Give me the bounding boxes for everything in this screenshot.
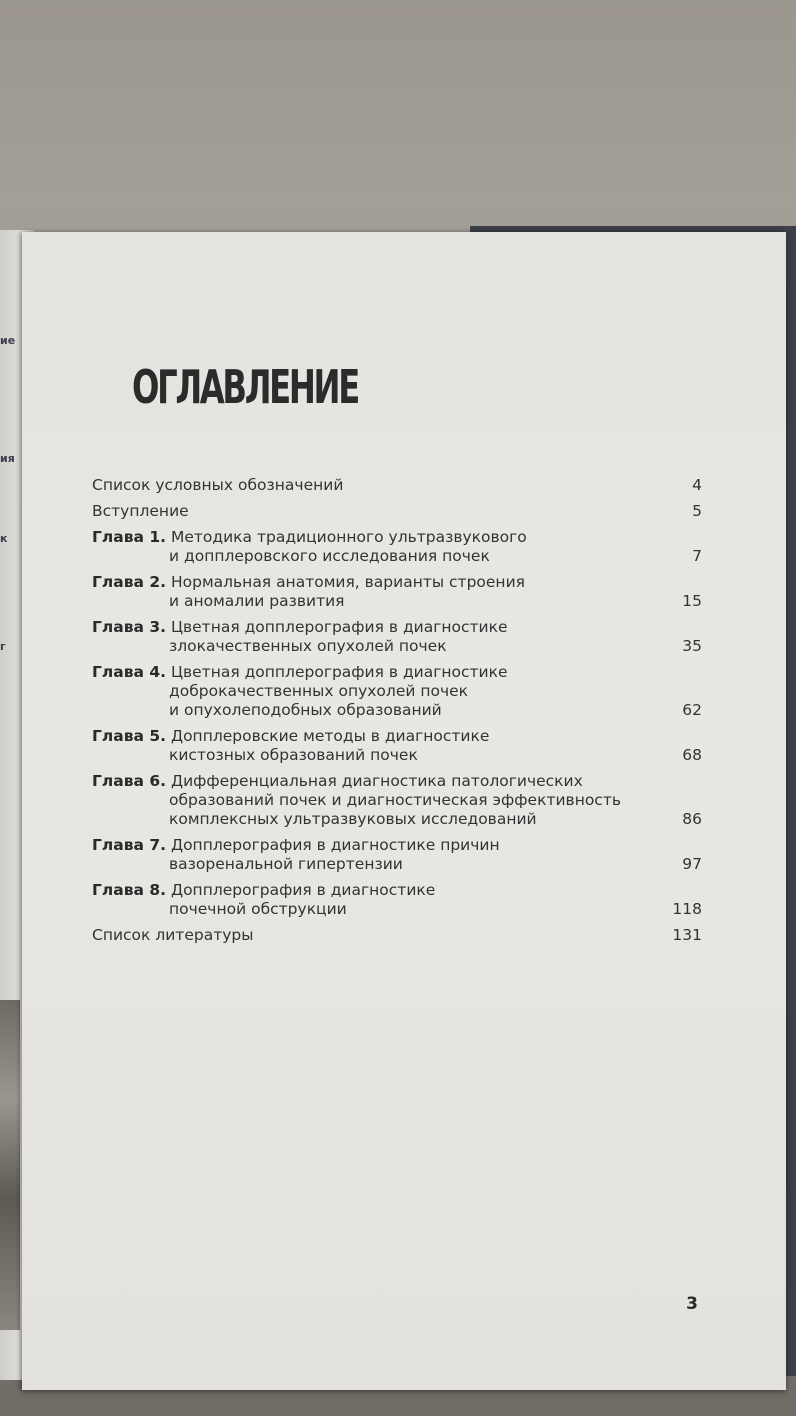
toc-title-text: Нормальная анатомия, варианты строения: [170, 573, 525, 591]
toc-title-line: [92, 791, 642, 810]
toc-title-text: Цветная допплерография в диагностике: [170, 663, 508, 681]
left-page-fragment: к: [0, 532, 8, 545]
toc-title-line: [92, 746, 642, 765]
toc-page-number: 62: [682, 701, 702, 719]
toc-title-text: Методика традиционного ультразвукового: [170, 528, 527, 546]
toc-title-line: [92, 900, 642, 919]
chapter-label: Глава 3.: [92, 618, 167, 636]
toc-page-number: 68: [682, 746, 702, 764]
toc-entry: [92, 663, 702, 720]
toc-entry: [92, 727, 702, 765]
toc-entry: [92, 836, 702, 874]
toc-entry-title: [92, 528, 702, 566]
toc-page-number: 86: [682, 810, 702, 828]
toc-entry-title: [92, 502, 702, 521]
toc-title-text: вазоренальной гипертензии: [169, 855, 403, 873]
chapter-label: Глава 5.: [92, 727, 167, 745]
toc-title-line: [92, 592, 642, 611]
toc-title-text: Допплеровские методы в диагностике: [170, 727, 490, 745]
toc-page-number: 5: [692, 502, 702, 520]
toc-entry: [92, 573, 702, 611]
toc-page-number: 118: [672, 900, 702, 918]
toc-title-text: Дифференциальная диагностика патологических: [170, 772, 583, 790]
table-of-contents: [92, 476, 702, 952]
toc-title-line: [92, 502, 642, 521]
toc-entry-title: [92, 618, 702, 656]
toc-page-number: 35: [682, 637, 702, 655]
toc-entry-title: [92, 663, 702, 720]
toc-entry-title: [92, 836, 702, 874]
left-page-fragment: г: [0, 640, 6, 653]
toc-title-line: [92, 476, 642, 495]
toc-title-text: образований почек и диагностическая эффективность: [169, 791, 621, 809]
toc-title-text: Вступление: [92, 502, 189, 520]
toc-title-text: комплексных ультразвуковых исследований: [169, 810, 537, 828]
toc-entry: [92, 926, 702, 945]
book-page: [22, 232, 786, 1390]
toc-entry-title: [92, 772, 702, 829]
left-page-fragment: ия: [0, 452, 15, 465]
toc-title-line: [92, 528, 642, 547]
toc-entry-title: [92, 476, 702, 495]
toc-entry: [92, 881, 702, 919]
toc-title-text: злокачественных опухолей почек: [169, 637, 447, 655]
page-title: ОГЛАВЛЕНИЕ: [132, 360, 358, 414]
toc-title-text: доброкачественных опухолей почек: [169, 682, 469, 700]
toc-page-number: 15: [682, 592, 702, 610]
toc-entry: [92, 618, 702, 656]
toc-page-number: 97: [682, 855, 702, 873]
toc-title-text: и допплеровского исследования почек: [169, 547, 490, 565]
toc-title-line: [92, 547, 642, 566]
toc-title-text: Допплерография в диагностике: [170, 881, 436, 899]
toc-title-line: [92, 663, 642, 682]
toc-title-line: [92, 772, 642, 791]
left-page-fragment: ие: [0, 334, 16, 347]
toc-title-line: [92, 682, 642, 701]
chapter-label: Глава 6.: [92, 772, 167, 790]
toc-title-line: [92, 926, 642, 945]
left-page-photo: [0, 1000, 20, 1330]
toc-page-number: 7: [692, 547, 702, 565]
toc-page-number: 4: [692, 476, 702, 494]
toc-title-text: Допплерография в диагностике причин: [170, 836, 500, 854]
toc-title-line: [92, 618, 642, 637]
toc-title-text: Список литературы: [92, 926, 254, 944]
toc-title-line: [92, 810, 642, 829]
chapter-label: Глава 2.: [92, 573, 167, 591]
toc-title-line: [92, 637, 642, 656]
toc-entry: [92, 528, 702, 566]
toc-title-line: [92, 836, 642, 855]
toc-entry-title: [92, 573, 702, 611]
toc-title-text: и аномалии развития: [169, 592, 345, 610]
toc-title-line: [92, 573, 642, 592]
toc-entry-title: [92, 926, 702, 945]
toc-page-number: 131: [672, 926, 702, 944]
toc-title-line: [92, 881, 642, 900]
toc-title-text: и опухолеподобных образований: [169, 701, 442, 719]
toc-title-text: Список условных обозначений: [92, 476, 344, 494]
chapter-label: Глава 7.: [92, 836, 167, 854]
toc-entry-title: [92, 727, 702, 765]
chapter-label: Глава 1.: [92, 528, 167, 546]
toc-title-line: [92, 855, 642, 874]
page-number: 3: [686, 1294, 698, 1314]
chapter-label: Глава 4.: [92, 663, 167, 681]
toc-title-line: [92, 701, 642, 720]
toc-entry: [92, 502, 702, 521]
toc-title-line: [92, 727, 642, 746]
toc-entry-title: [92, 881, 702, 919]
toc-entry: [92, 476, 702, 495]
toc-entry: [92, 772, 702, 829]
toc-title-text: почечной обструкции: [169, 900, 347, 918]
toc-title-text: кистозных образований почек: [169, 746, 418, 764]
toc-title-text: Цветная допплерография в диагностике: [170, 618, 508, 636]
chapter-label: Глава 8.: [92, 881, 167, 899]
